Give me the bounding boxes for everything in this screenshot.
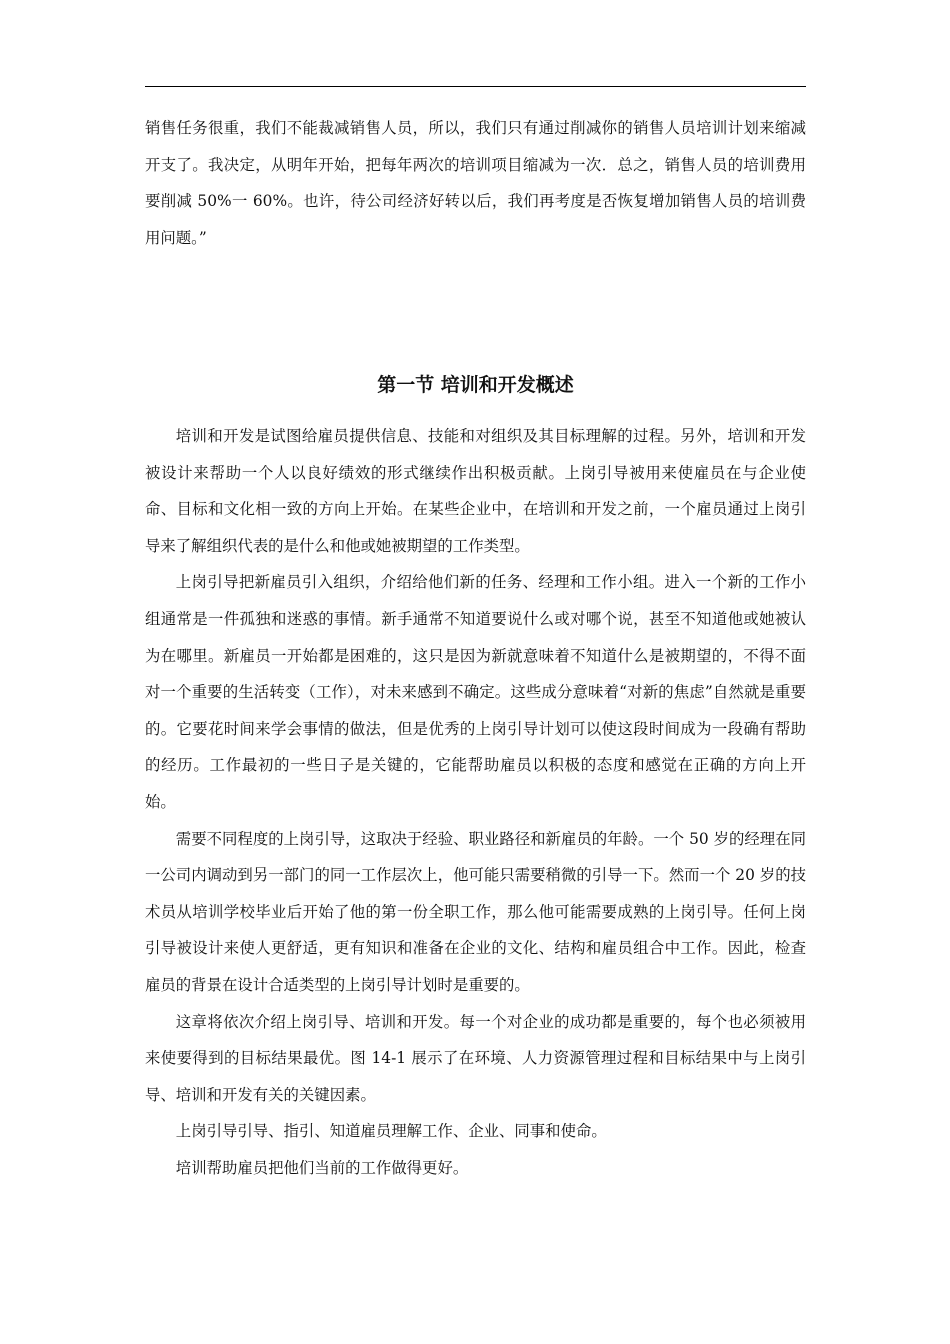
main-text-block (145, 418, 806, 1186)
paragraph: 这章将依次介绍上岗引导、培训和开发。每一个对企业的成功都是重要的，每个也必须被用来使要得到的目标结果最优。图 14-1 展示了在环境、人力资源管理过程和目标结果中与上岗引导、培训和开发有关的关键因素。 (145, 1012, 806, 1104)
paragraph: 培训和开发是试图给雇员提供信息、技能和对组织及其目标理解的过程。另外，培训和开发被设计来帮助一个人以良好绩效的形式继续作出积极贡献。上岗引导被用来使雇员在与企业使命、目标和文化相一致的方向上开始。在某些企业中，在培训和开发之前，一个雇员通过上岗引导来了解组织代表的是什么和他或她被期望的工作类型。 (145, 427, 806, 555)
header-rule (145, 86, 806, 87)
section-title: 第一节 培训和开发概述 (377, 374, 574, 396)
paragraph: 需要不同程度的上岗引导，这取决于经验、职业路径和新雇员的年龄。一个 50 岁的经理在同一公司内调动到另一部门的同一工作层次上，他可能只需要稍微的引导一下。然而一个 20 岁的技术员从培训学校毕业后开始了他的第一份全职工作，那么他可能需要成熟的上岗引导。任何上岗引导被设计来使人更舒适，更有知识和准备在企业的文化、结构和雇员组合中工作。因此，检查雇员的背景在设计合适类型的上岗引导计划时是重要的。 (145, 829, 806, 994)
intro-block (145, 110, 806, 256)
paragraph: 培训帮助雇员把他们当前的工作做得更好。 (175, 1158, 469, 1177)
intro-paragraph: 销售任务很重，我们不能裁减销售人员，所以，我们只有通过削减你的销售人员培训计划来缩减开支了。我决定，从明年开始，把每年两次的培训项目缩减为一次．总之，销售人员的培训费用要削减 50%一 60%。也许，待公司经济好转以后，我们再考度是否恢复增加销售人员的培训费用问题。” (145, 119, 806, 247)
paragraph: 上岗引导把新雇员引入组织，介绍给他们新的任务、经理和工作小组。进入一个新的工作小组通常是一件孤独和迷惑的事情。新手通常不知道要说什么或对哪个说，甚至不知道他或她被认为在哪里。新雇员一开始都是困难的，这只是因为新就意味着不知道什么是被期望的，不得不面对一个重要的生活转变（工作），对未来感到不确定。这些成分意味着“对新的焦虑”自然就是重要的。它要花时间来学会事情的做法，但是优秀的上岗引导计划可以使这段时间成为一段确有帮助的经历。工作最初的一些日子是关键的，它能帮助雇员以积极的态度和感觉在正确的方向上开始。 (145, 573, 806, 811)
paragraph: 上岗引导引导、指引、知道雇员理解工作、企业、同事和使命。 (175, 1122, 607, 1141)
